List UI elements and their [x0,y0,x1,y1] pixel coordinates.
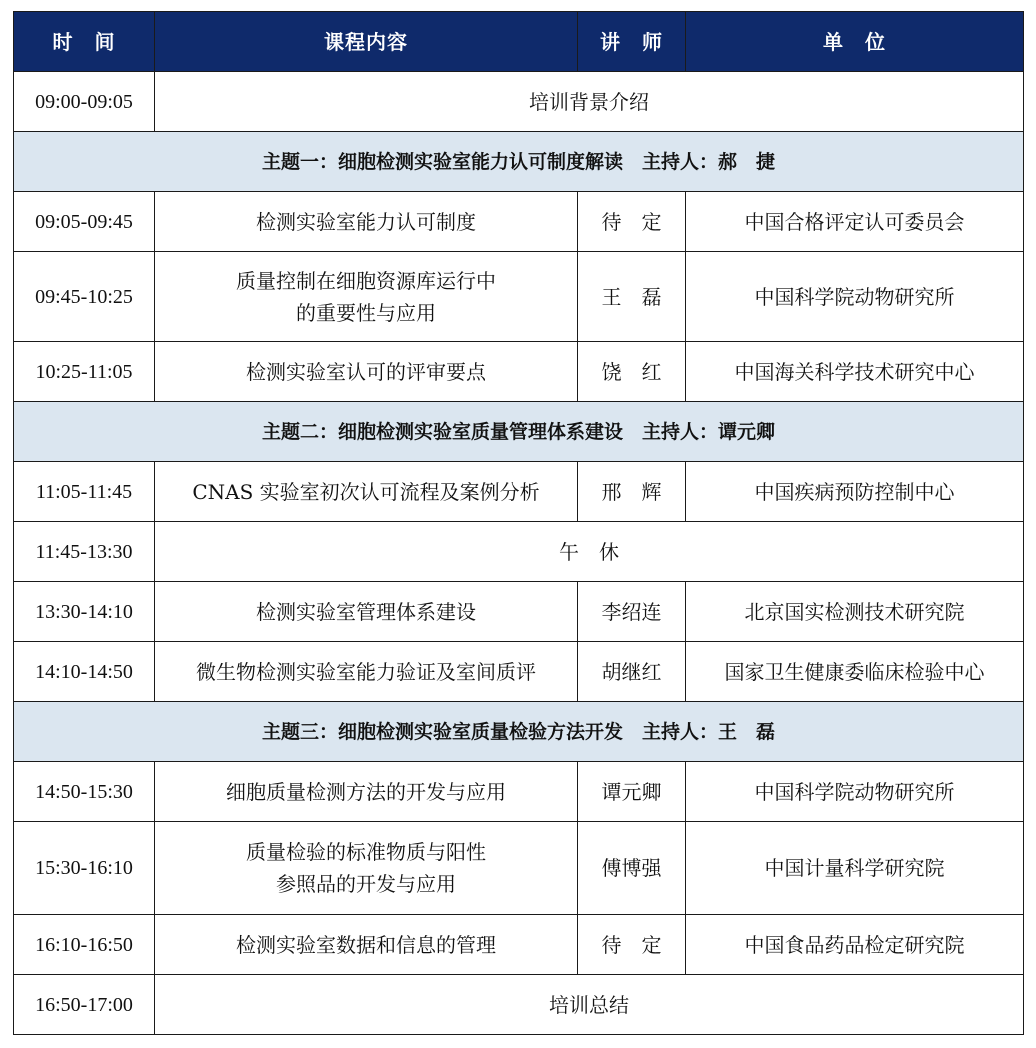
session-speaker: 傅博强 [578,822,686,915]
session-content: 检测实验室数据和信息的管理 [155,915,578,975]
session-content-line: 参照品的开发与应用 [276,872,456,896]
table-row [14,342,1024,402]
session-time: 11:45-13:30 [14,522,155,582]
session-content: 微生物检测实验室能力验证及室间质评 [155,642,578,702]
session-unit: 中国食品药品检定研究院 [686,915,1024,975]
session-time: 09:05-09:45 [14,192,155,252]
table-row [14,72,1024,132]
session-content: 培训背景介绍 [155,72,1024,132]
theme-title: 主题一：细胞检测实验室能力认可制度解读 主持人：郝 捷 [14,132,1024,192]
table-row [14,642,1024,702]
session-speaker: 饶 红 [578,342,686,402]
table-row [14,252,1024,342]
session-content: 检测实验室认可的评审要点 [155,342,578,402]
session-unit: 国家卫生健康委临床检验中心 [686,642,1024,702]
session-content: 培训总结 [155,975,1024,1035]
session-time: 09:00-09:05 [14,72,155,132]
session-time: 14:50-15:30 [14,762,155,822]
table-row [14,192,1024,252]
session-content-line: 质量控制在细胞资源库运行中 [236,268,496,293]
session-speaker: 王 磊 [578,252,686,342]
session-speaker: 胡继红 [578,642,686,702]
session-content-line: 的重要性与应用 [296,300,436,325]
session-content [155,822,578,915]
theme-row [14,702,1024,762]
session-content: 午 休 [155,522,1024,582]
session-content: 检测实验室能力认可制度 [155,192,578,252]
header-time: 时 间 [14,12,155,72]
session-speaker: 待 定 [578,192,686,252]
session-speaker: 谭元卿 [578,762,686,822]
session-speaker: 李绍连 [578,582,686,642]
header-speaker: 讲 师 [578,12,686,72]
session-unit: 中国海关科学技术研究中心 [686,342,1024,402]
session-content: 检测实验室管理体系建设 [155,582,578,642]
session-unit: 中国合格评定认可委员会 [686,192,1024,252]
header-unit: 单 位 [686,12,1024,72]
table-row [14,915,1024,975]
session-time: 09:45-10:25 [14,252,155,342]
session-unit: 北京国实检测技术研究院 [686,582,1024,642]
table-row [14,975,1024,1035]
session-content-line: 质量检验的标准物质与阳性 [246,840,486,864]
session-speaker: 邢 辉 [578,462,686,522]
session-time: 16:50-17:00 [14,975,155,1035]
session-content: CNAS 实验室初次认可流程及案例分析 [155,462,578,522]
session-unit: 中国科学院动物研究所 [686,762,1024,822]
session-time: 10:25-11:05 [14,342,155,402]
session-unit: 中国科学院动物研究所 [686,252,1024,342]
theme-title: 主题二：细胞检测实验室质量管理体系建设 主持人：谭元卿 [14,402,1024,462]
session-content [155,252,578,342]
session-time: 14:10-14:50 [14,642,155,702]
theme-row [14,402,1024,462]
table-row [14,522,1024,582]
session-content: 细胞质量检测方法的开发与应用 [155,762,578,822]
table-row [14,762,1024,822]
table-row [14,822,1024,915]
theme-row [14,132,1024,192]
table-row [14,462,1024,522]
session-unit: 中国疾病预防控制中心 [686,462,1024,522]
session-time: 11:05-11:45 [14,462,155,522]
session-time: 15:30-16:10 [14,822,155,915]
theme-title: 主题三：细胞检测实验室质量检验方法开发 主持人：王 磊 [14,702,1024,762]
session-time: 13:30-14:10 [14,582,155,642]
header-content: 课程内容 [155,12,578,72]
header-row [14,12,1024,72]
session-time: 16:10-16:50 [14,915,155,975]
training-schedule-table [13,11,1024,1035]
table-row [14,582,1024,642]
session-unit: 中国计量科学研究院 [686,822,1024,915]
session-speaker: 待 定 [578,915,686,975]
